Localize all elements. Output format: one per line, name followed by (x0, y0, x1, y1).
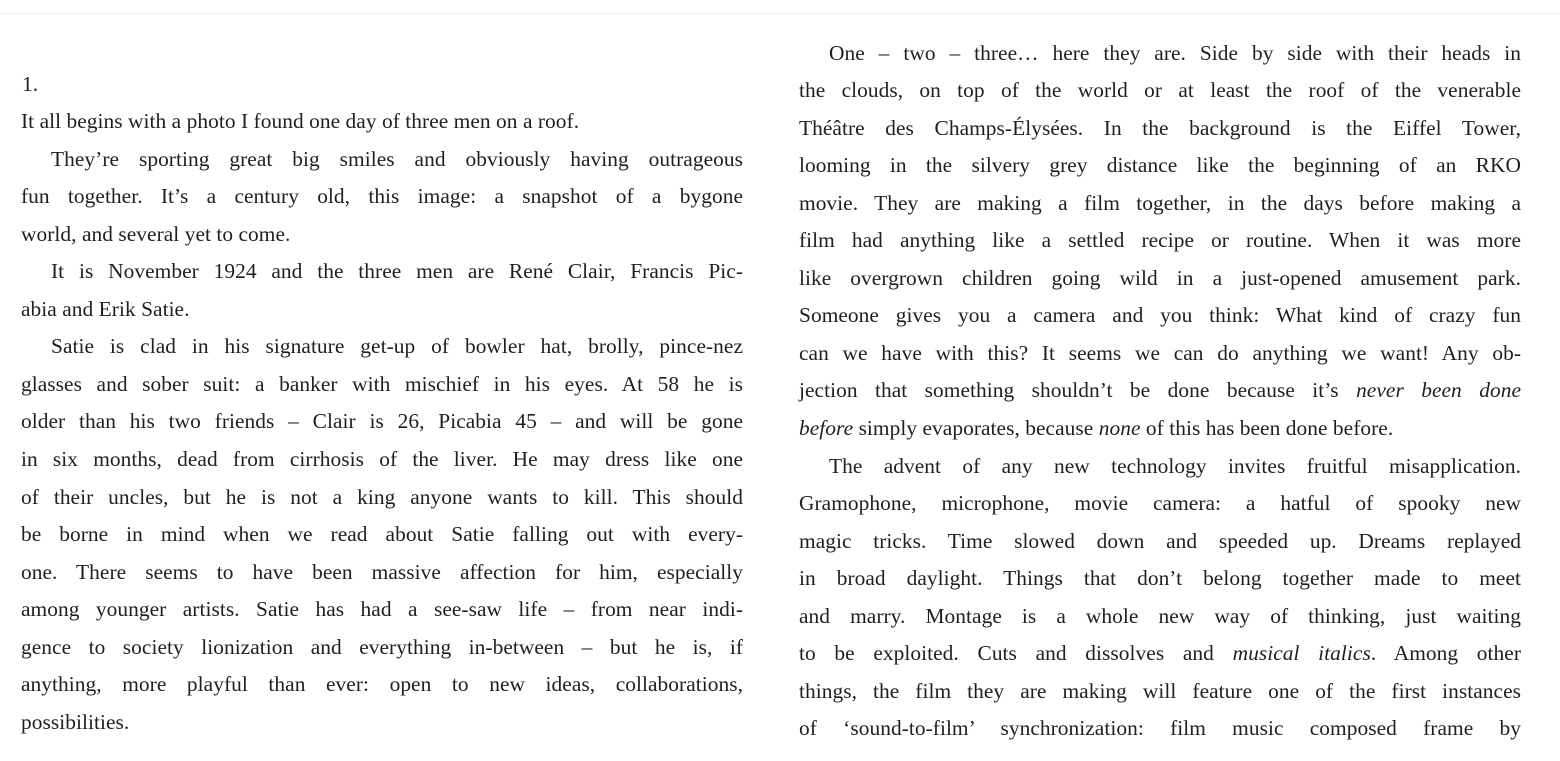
text-line (799, 372, 1521, 410)
text-line (799, 635, 1521, 673)
left-text-column (21, 0, 743, 741)
text-line: One – two – three… here they are. Side by side with their heads in (829, 40, 1521, 65)
text-line: among younger artists. Satie has had a see-saw life – from near indi- (21, 597, 743, 622)
text-line: older than his two friends – Clair is 26, Picabia 45 – and will be gone (21, 409, 743, 434)
text-line: magic tricks. Time slowed down and speeded up. Dreams replayed (799, 528, 1521, 553)
text-line: things, the film they are making will feature one of the first instances (799, 678, 1521, 703)
italic-text: none (1098, 415, 1141, 440)
text-line: possibilities. (21, 709, 130, 734)
text-line: in six months, dead from cirrhosis of the liver. He may dress like one (21, 446, 743, 471)
text-line: abia and Erik Satie. (21, 296, 190, 321)
text-line: in broad daylight. Things that don’t belong together made to meet (799, 566, 1521, 591)
text-line: It is November 1924 and the three men are René Clair, Francis Pic- (51, 259, 743, 284)
text-line: gence to society lionization and everything in-between – but he is, if (21, 634, 743, 659)
text-line: one. There seems to have been massive affection for him, especially (21, 559, 743, 584)
text-line: glasses and sober suit: a banker with mischief in his eyes. At 58 he is (21, 371, 743, 396)
text-line: anything, more playful than ever: open to new ideas, collaborations, (21, 672, 743, 697)
italic-text: never been done (1356, 378, 1521, 403)
text-line: of their uncles, but he is not a king anyone wants to kill. This should (21, 484, 743, 509)
text-line: world, and several yet to come. (21, 221, 291, 246)
text-line: Théâtre des Champs-Élysées. In the background is the Eiffel Tower, (799, 115, 1521, 140)
text-line: film had anything like a settled recipe or routine. When it was more (799, 228, 1521, 253)
text-line: of ‘sound-to-film’ synchronization: film music composed frame by (799, 716, 1521, 741)
text-segment: jection that something shouldn’t be done because it’s (799, 378, 1339, 403)
text-line: the clouds, on top of the world or at least the roof of the venerable (799, 78, 1521, 103)
text-line: Someone gives you a camera and you think: What kind of crazy fun (799, 303, 1521, 328)
italic-text: musical italics (1232, 641, 1371, 666)
text-line: It all begins with a photo I found one day of three men on a roof. (21, 109, 580, 134)
text-line: movie. They are making a film together, in the days before making a (799, 190, 1521, 215)
text-line: fun together. It’s a century old, this image: a snapshot of a bygone (21, 184, 743, 209)
text-line: can we have with this? It seems we can do anything we want! Any ob- (799, 340, 1521, 365)
text-segment: of this has been done before. (1145, 415, 1394, 440)
text-segment: to be exploited. Cuts and dissolves and (799, 641, 1214, 666)
text-line: Gramophone, microphone, movie camera: a hatful of spooky new (799, 491, 1521, 516)
text-line: Satie is clad in his signature get-up of bowler hat, brolly, pince-nez (51, 334, 743, 359)
text-segment: . Among other (1370, 641, 1522, 666)
text-segment: simply evaporates, because (858, 415, 1094, 440)
text-line: be borne in mind when we read about Satie falling out with every- (21, 522, 743, 547)
text-line: They’re sporting great big smiles and obviously having outrageous (51, 146, 743, 171)
section-number: 1. (22, 71, 39, 96)
text-line: looming in the silvery grey distance like the beginning of an RKO (799, 153, 1521, 178)
italic-text: before (799, 415, 854, 440)
text-line: The advent of any new technology invites fruitful misapplication. (829, 453, 1521, 478)
text-line: and marry. Montage is a whole new way of thinking, just waiting (799, 603, 1521, 628)
text-line (799, 410, 1521, 448)
right-text-column (799, 0, 1521, 748)
text-line: like overgrown children going wild in a just-opened amusement park. (799, 265, 1521, 290)
